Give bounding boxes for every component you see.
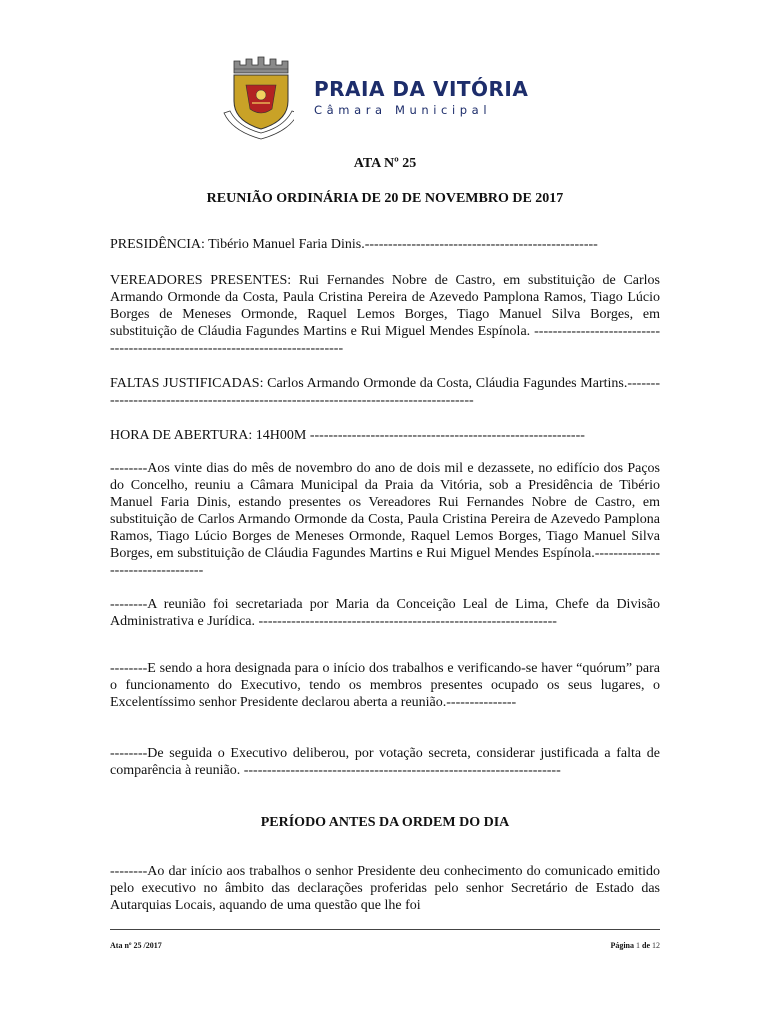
footer-document-ref: Ata nº 25 /2017 [110, 941, 162, 950]
page-of-label: de [642, 941, 650, 950]
document-subtitle: REUNIÃO ORDINÁRIA DE 20 DE NOVEMBRO DE 2017 [206, 191, 564, 206]
letterhead [222, 55, 529, 143]
paragraph-opening-time: HORA DE ABERTURA: 14H00M ----------------------------------------------------------- [110, 428, 585, 443]
paragraph-president-communication: --------Ao dar início aos trabalhos o senhor Presidente deu conhecimento do comunicado emitido pelo executivo no âmbito das declarações proferidas pelo senhor Secretário de Estado das Autarquias Locais, aquando de uma questão que lhe foi [110, 864, 660, 913]
paragraph-quorum: --------E sendo a hora designada para o início dos trabalhos e verificando-se haver “quórum” para o funcionamento do Executivo, tendo os membros presentes ocupado os seus lugares, o Excelentíssimo senhor Presidente declarou aberta a reunião.--------------- [110, 661, 660, 710]
paragraph-justified-absence-vote: --------De seguida o Executivo deliberou, por votação secreta, considerar justificada a falta de comparência à reunião. -------------------------------------------------------------------- [110, 746, 660, 778]
section-heading: PERÍODO ANTES DA ORDEM DO DIA [260, 815, 510, 830]
paragraph-councillors-present: VEREADORES PRESENTES: Rui Fernandes Nobre de Castro, em substituição de Carlos Armando Ormonde da Costa, Paula Cristina Pereira de Azevedo Pamplona Ramos, Tiago Lúcio Borges de Meneses Ormonde, Raquel Lemos Borges, Tiago Manuel Silva Borges, em substituição de Cláudia Fagundes Martins e Rui Miguel Mendes Espínola. ----------------------------------------------------------------------------- [110, 273, 660, 356]
document-title: ATA Nº 25 [353, 156, 417, 171]
footer-page-number [610, 941, 660, 950]
page-total: 12 [652, 941, 660, 950]
paragraph-presidency: PRESIDÊNCIA: Tibério Manuel Faria Dinis.-------------------------------------------------- [110, 237, 598, 252]
page-label: Página [610, 941, 634, 950]
org-name: PRAIA DA VITÓRIA [314, 77, 529, 101]
paragraph-justified-absences: FALTAS JUSTIFICADAS: Carlos Armando Ormonde da Costa, Cláudia Fagundes Martins.------------------------------------------------------------------------------------- [110, 376, 660, 408]
crest-icon [222, 55, 294, 141]
footer-divider [110, 929, 660, 930]
page-current: 1 [636, 941, 640, 950]
paragraph-secretary: --------A reunião foi secretariada por Maria da Conceição Leal de Lima, Chefe da Divisão Administrativa e Jurídica. ---------------------------------------------------------------- [110, 597, 660, 629]
paragraph-meeting-body: --------Aos vinte dias do mês de novembro do ano de dois mil e dezassete, no edifício dos Paços do Concelho, reuniu a Câmara Municipal da Praia da Vitória, sob a Presidência de Tibério Manuel Faria Dinis, estando presentes os Vereadores Rui Fernandes Nobre de Castro, em substituição de Carlos Armando Ormonde da Costa, Paula Cristina Pereira de Azevedo Pamplona Ramos, Tiago Lúcio Borges de Meneses Ormonde, Raquel Lemos Borges, Tiago Manuel Silva Borges, em substituição de Cláudia Fagundes Martins e Rui Miguel Mendes Espínola.---------------------------------- [110, 461, 660, 578]
org-subtitle: Câmara Municipal [314, 103, 492, 117]
